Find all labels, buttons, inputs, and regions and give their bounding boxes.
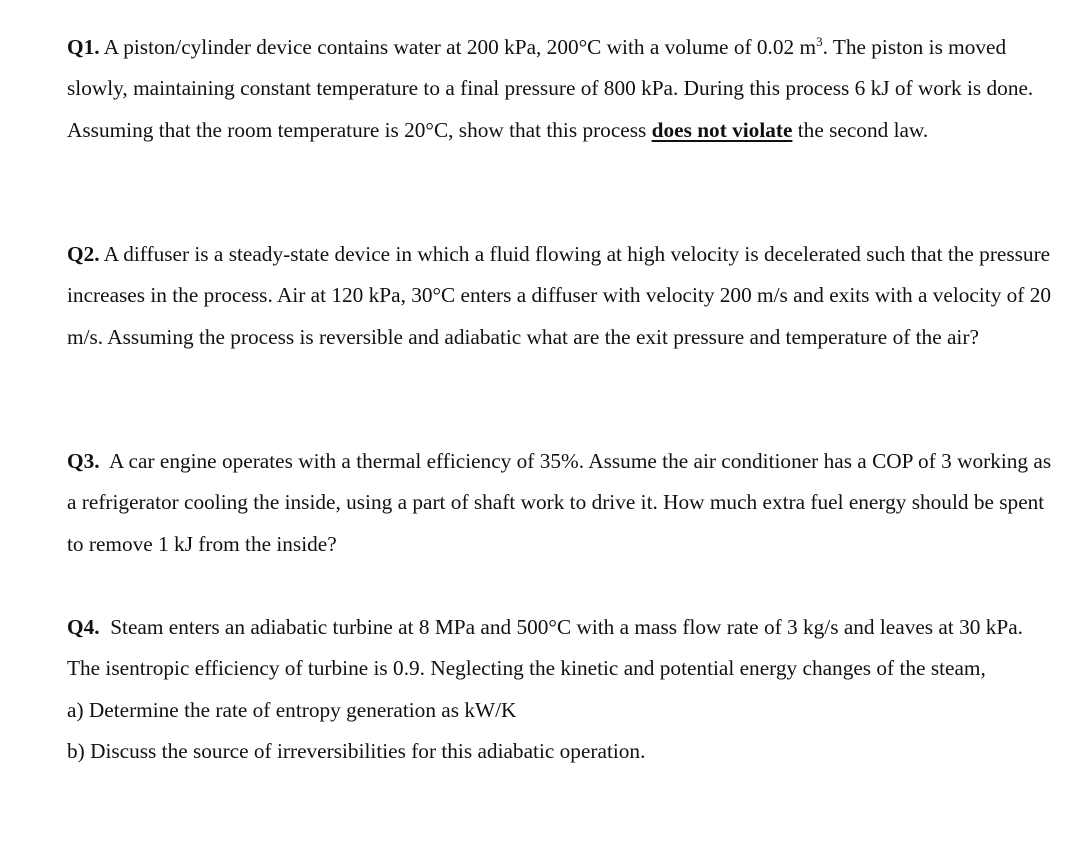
- question-1: [67, 27, 1057, 151]
- question-text: . The piston is moved slowly, maintaining constant temperature to a final pressure of 800 kPa. During this process 6 kJ of work is done. Assuming that the room temperature is 20°C, show that this process: [67, 35, 1034, 142]
- sub-question-a: a) Determine the rate of entropy generation as kW/K: [67, 697, 517, 722]
- question-text: A piston/cylinder device contains water at 200 kPa, 200°C with a volume of 0.02 m: [99, 35, 817, 59]
- question-number: Q2.: [67, 242, 100, 266]
- superscript-exponent: 3: [816, 33, 823, 49]
- question-number: Q1.: [67, 35, 100, 59]
- question-number: Q3.: [67, 449, 100, 473]
- emphasized-text: does not violate: [651, 117, 793, 142]
- question-4: [67, 607, 1057, 772]
- question-2: [67, 234, 1057, 358]
- question-text: A car engine operates with a thermal efficiency of 35%. Assume the air conditioner has a COP of 3 working as a refrigerator cooling the inside, using a part of shaft work to drive it. How much extra fuel energy should be spent to remove 1 kJ from the inside?: [67, 449, 1057, 556]
- question-number: Q4.: [67, 615, 100, 639]
- question-text: Steam enters an adiabatic turbine at 8 MPa and 500°C with a mass flow rate of 3 kg/s and leaves at 30 kPa. The isentropic efficiency of turbine is 0.9. Neglecting the kinetic and potential energy changes of the steam,: [67, 615, 1028, 681]
- question-text: the second law.: [792, 117, 929, 142]
- sub-question-b: b) Discuss the source of irreversibilities for this adiabatic operation.: [67, 738, 646, 763]
- question-3: [67, 441, 1057, 565]
- question-text: A diffuser is a steady-state device in which a fluid flowing at high velocity is decelerated such that the pressure increases in the process. Air at 120 kPa, 30°C enters a diffuser with velocity 200 m/s and exits with a velocity of 20 m/s. Assuming the process is reversible and adiabatic what are the exit pressure and temperature of the air?: [67, 242, 1052, 349]
